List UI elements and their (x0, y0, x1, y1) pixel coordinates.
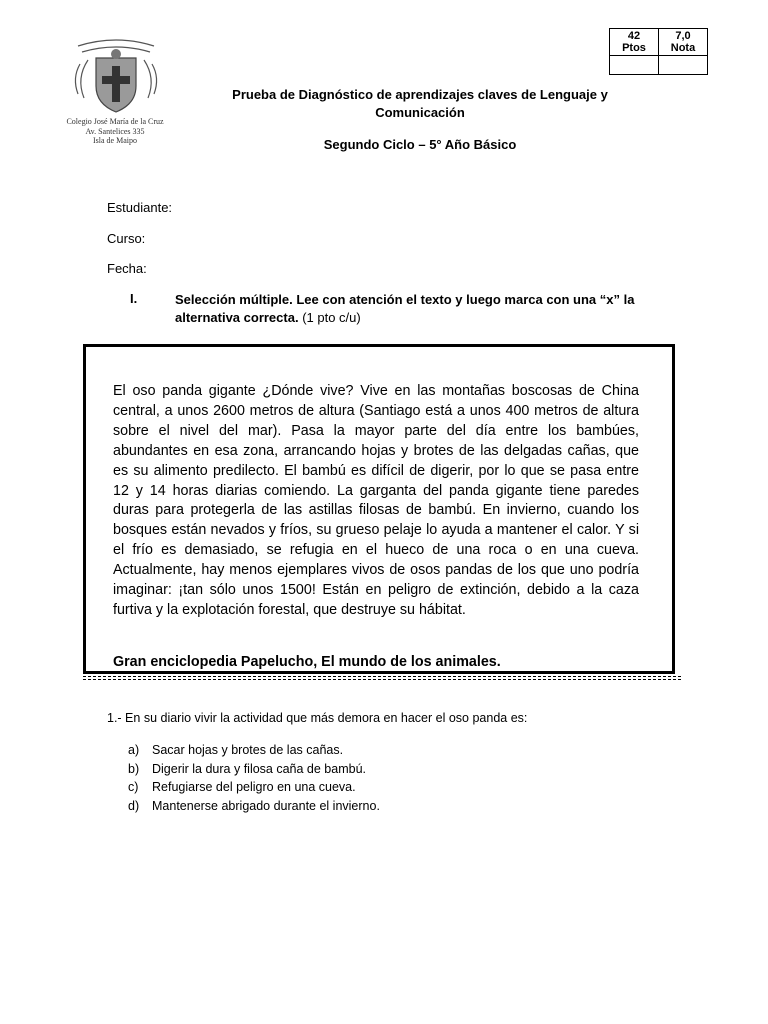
option-d[interactable] (128, 797, 380, 816)
option-text: Mantenerse abrigado durante el invierno. (152, 798, 380, 813)
school-town: Isla de Maipo (93, 136, 137, 145)
section-number: I. (130, 291, 138, 306)
points-label: Ptos (622, 42, 646, 54)
score-table (609, 28, 708, 75)
school-caption (50, 117, 180, 146)
grade-entry-cell[interactable] (659, 56, 708, 75)
option-letter: b) (128, 761, 140, 776)
option-text: Digerir la dura y filosa caña de bambú. (152, 761, 367, 776)
option-letter: a) (128, 743, 140, 757)
grade-cell (659, 29, 708, 56)
exam-title-line2: Comunicación (375, 105, 465, 120)
option-text: Sacar hojas y brotes de las cañas. (152, 743, 344, 757)
option-text: Refugiarse del peligro en una cueva. (152, 780, 356, 794)
option-a[interactable] (128, 741, 380, 760)
option-letter: c) (128, 780, 139, 794)
points-cell (610, 29, 659, 56)
grade-label: Nota (670, 42, 696, 54)
grade-value: 7,0 (675, 30, 691, 42)
question-1-options (128, 741, 380, 815)
exam-title (170, 86, 670, 122)
section-instruction-bold: Selección múltiple. Lee con atención el texto y luego marca con una “x” la alternativa correcta. (175, 292, 635, 325)
student-field-label: Estudiante: (107, 200, 173, 215)
question-1-prompt: 1.- En su diario vivir la actividad que más demora en hacer el oso panda es: (107, 711, 528, 725)
reading-passage: El oso panda gigante ¿Dónde vive? Vive en las montañas boscosas de China central, a unos 2600 metros de altura (Santiago está a unos 400 metros de altura sobre el nivel del mar). Pasa la mayor parte del día entre los bambúes, abundantes en esa zona, arrancando hojas y brotes de las delgadas cañas, que es su alimento predilecto. El bambú es difícil de digerir, por lo que se pasa entre 12 y 14 horas diarias comiendo. La garganta del panda gigante tiene paredes duras para protegerla de las astillas filosas de bambú. En invierno, cuando los bosques están nevados y fríos, su grueso pelaje lo ayuda a mantener el calor. Y si el frío es demasiado, se refugia en el hueco de una roca o en una cueva. Actualmente, hay menos ejemplares vivos de osos pandas de los que uno podría imaginar: ¡tan sólo unos 1500! Están en peligro de extinción, debido a la caza furtiva y la explotación forestal, que destruye su hábitat. (113, 383, 639, 618)
crest-icon (58, 38, 174, 118)
school-name: Colegio José María de la Cruz (66, 117, 164, 126)
option-c[interactable] (128, 778, 380, 797)
option-b[interactable] (128, 760, 380, 779)
points-entry-cell[interactable] (610, 56, 659, 75)
section-instruction (175, 291, 655, 327)
reading-source: Gran enciclopedia Papelucho, El mundo de los animales. (113, 654, 501, 670)
option-letter: d) (128, 798, 140, 813)
date-field-label: Fecha: (107, 261, 147, 276)
school-address: Av. Santelices 335 (85, 126, 145, 136)
course-field-label: Curso: (107, 231, 146, 246)
section-points: (1 pto c/u) (298, 310, 361, 325)
points-value: 42 (627, 30, 641, 42)
exam-title-line1: Prueba de Diagnóstico de aprendizajes claves de Lenguaje y (232, 87, 608, 102)
reading-box-underline (83, 676, 681, 680)
exam-subtitle: Segundo Ciclo – 5° Año Básico (323, 137, 517, 152)
